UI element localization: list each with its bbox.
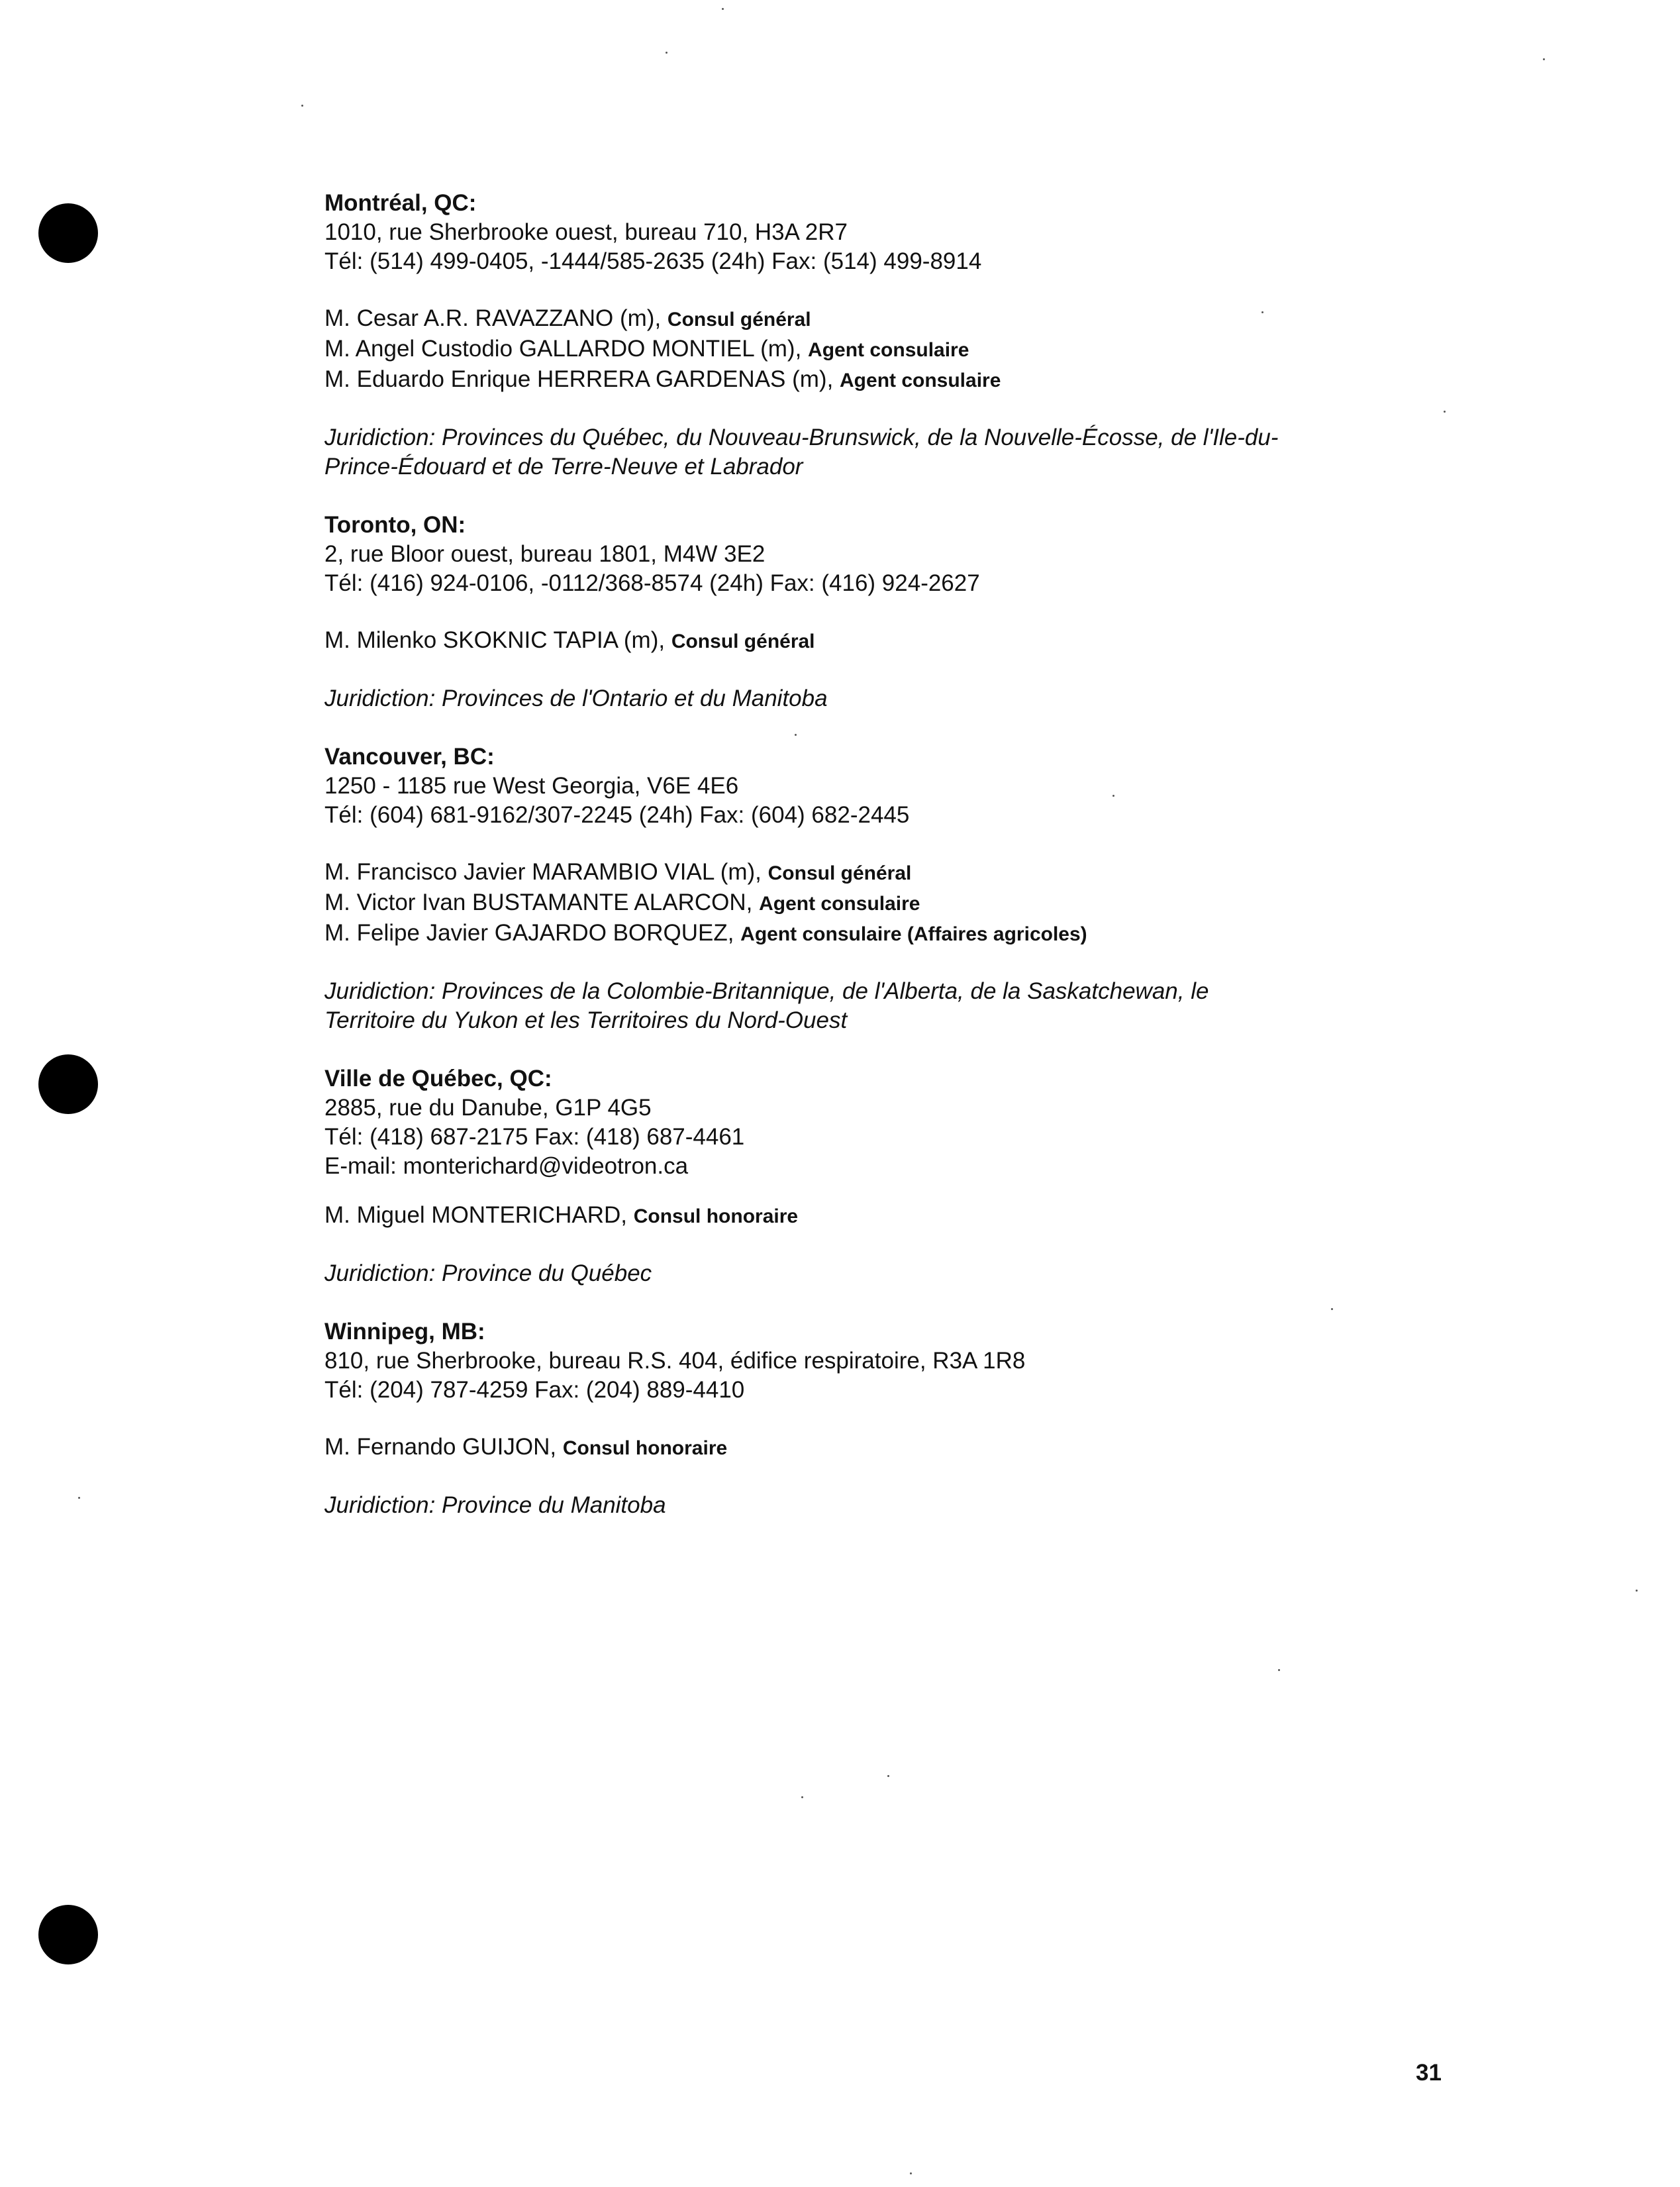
staff-member <box>324 858 1450 888</box>
consulate-entry-quebec <box>324 1064 1450 1288</box>
scan-speck <box>1543 58 1545 60</box>
scan-speck <box>887 1775 889 1777</box>
punch-hole <box>38 1054 98 1114</box>
staff-name: M. Fernando GUIJON, <box>324 1434 563 1460</box>
staff-title: Consul général <box>767 862 912 884</box>
staff-title: Consul honoraire <box>562 1437 728 1459</box>
staff-title: Consul général <box>667 309 811 331</box>
jurisdiction: Juridiction: Province du Manitoba <box>324 1492 666 1518</box>
staff-title: Agent consulaire <box>759 893 920 915</box>
jurisdiction: Juridiction: Provinces du Québec, du Nouveau-Brunswick, de la Nouvelle-Écosse, de l'Ile-du-Prince-Édouard et de Terre-Neuve et Labrador <box>324 425 1279 480</box>
staff-name: M. Eduardo Enrique HERRERA GARDENAS (m), <box>324 366 840 392</box>
staff-member <box>324 888 1450 919</box>
scan-speck <box>1636 1590 1638 1592</box>
consulate-list <box>324 189 1450 1543</box>
staff-name: M. Miguel MONTERICHARD, <box>324 1202 634 1228</box>
scan-speck <box>666 52 667 54</box>
scan-speck <box>1261 311 1263 313</box>
staff-member <box>324 334 1450 365</box>
email: E-mail: monterichard@videotron.ca <box>324 1153 689 1179</box>
address: 2, rue Bloor ouest, bureau 1801, M4W 3E2 <box>324 541 766 567</box>
consulate-entry-winnipeg <box>324 1317 1450 1520</box>
staff-name: M. Milenko SKOKNIC TAPIA (m), <box>324 627 671 653</box>
consulate-entry-vancouver <box>324 742 1450 1035</box>
staff-title: Agent consulaire <box>840 370 1001 391</box>
city-heading: Montréal, QC: <box>324 190 477 216</box>
phone-fax: Tél: (416) 924-0106, -0112/368-8574 (24h) Fax: (416) 924-2627 <box>324 570 980 596</box>
staff-title: Agent consulaire <box>808 339 969 361</box>
scan-speck <box>1331 1308 1333 1310</box>
staff-name: M. Francisco Javier MARAMBIO VIAL (m), <box>324 859 768 885</box>
phone-fax: Tél: (204) 787-4259 Fax: (204) 889-4410 <box>324 1377 745 1403</box>
staff-list <box>324 1201 1450 1231</box>
staff-member <box>324 626 1450 656</box>
city-heading: Winnipeg, MB: <box>324 1319 485 1345</box>
staff-name: M. Victor Ivan BUSTAMANTE ALARCON, <box>324 890 760 915</box>
staff-name: M. Angel Custodio GALLARDO MONTIEL (m), <box>324 336 809 362</box>
consulate-entry-toronto <box>324 511 1450 713</box>
staff-list <box>324 304 1450 395</box>
phone-fax: Tél: (418) 687-2175 Fax: (418) 687-4461 <box>324 1124 745 1150</box>
page-number: 31 <box>1416 2060 1442 2086</box>
city-heading: Vancouver, BC: <box>324 744 495 770</box>
jurisdiction: Juridiction: Province du Québec <box>324 1260 652 1286</box>
punch-hole <box>38 203 98 263</box>
jurisdiction: Juridiction: Provinces de la Colombie-Britannique, de l'Alberta, de la Saskatchewan, le Territoire du Yukon et les Territoires du Nord-Ouest <box>324 978 1209 1033</box>
staff-name: M. Felipe Javier GAJARDO BORQUEZ, <box>324 920 741 946</box>
scan-speck <box>78 1497 80 1499</box>
staff-list <box>324 1433 1450 1463</box>
staff-member <box>324 919 1450 949</box>
staff-name: M. Cesar A.R. RAVAZZANO (m), <box>324 305 667 331</box>
scan-speck <box>722 8 724 10</box>
address: 1250 - 1185 rue West Georgia, V6E 4E6 <box>324 773 739 799</box>
scan-speck <box>1278 1669 1280 1671</box>
city-heading: Toronto, ON: <box>324 512 466 538</box>
scan-speck <box>1444 411 1446 413</box>
staff-title: Consul général <box>671 631 815 652</box>
staff-member <box>324 1201 1450 1231</box>
staff-member <box>324 1433 1450 1463</box>
scan-speck <box>795 734 797 736</box>
punch-hole <box>38 1905 98 1964</box>
address: 810, rue Sherbrooke, bureau R.S. 404, édifice respiratoire, R3A 1R8 <box>324 1348 1026 1374</box>
consulate-entry-montreal <box>324 189 1450 482</box>
staff-member <box>324 365 1450 395</box>
staff-list <box>324 858 1450 949</box>
jurisdiction: Juridiction: Provinces de l'Ontario et du Manitoba <box>324 686 828 711</box>
scan-speck <box>910 2172 912 2174</box>
phone-fax: Tél: (604) 681-9162/307-2245 (24h) Fax: (604) 682-2445 <box>324 802 910 828</box>
city-heading: Ville de Québec, QC: <box>324 1066 552 1092</box>
staff-title: Agent consulaire (Affaires agricoles) <box>740 923 1087 945</box>
scan-speck <box>301 105 303 107</box>
address: 2885, rue du Danube, G1P 4G5 <box>324 1095 652 1121</box>
staff-list <box>324 626 1450 656</box>
scan-speck <box>801 1796 803 1798</box>
staff-member <box>324 304 1450 334</box>
scan-speck <box>1112 795 1114 797</box>
staff-title: Consul honoraire <box>633 1205 799 1227</box>
address: 1010, rue Sherbrooke ouest, bureau 710, H3A 2R7 <box>324 219 848 245</box>
phone-fax: Tél: (514) 499-0405, -1444/585-2635 (24h) Fax: (514) 499-8914 <box>324 248 982 274</box>
